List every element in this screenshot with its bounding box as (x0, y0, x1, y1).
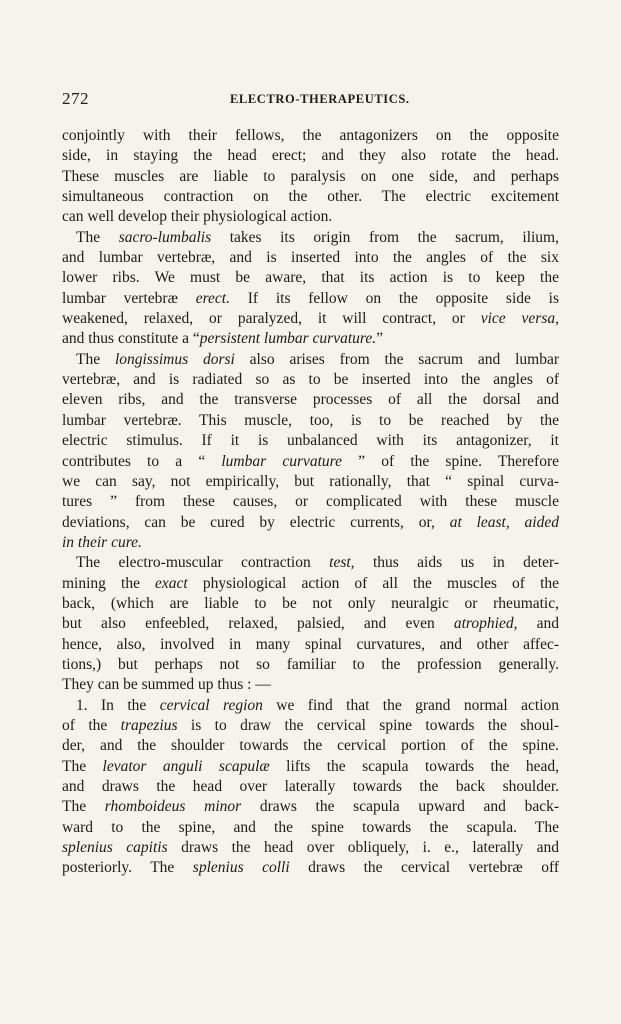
text-run: ” of the spine. Therefore (342, 452, 559, 470)
text-line: eleven ribs, and the transverse processes of all the dorsal and (62, 391, 559, 409)
text-run: ” (376, 330, 384, 348)
text-line (62, 452, 559, 472)
text-line: we can say, not empirically, but rationally, that “ spinal curva- (62, 472, 559, 490)
text-run: but also enfeebled, relaxed, palsied, and even (62, 615, 454, 633)
text-line: These muscles are liable to paralysis on one side, and perhaps (62, 167, 559, 185)
text-run: also arises from the sacrum and lumbar (234, 350, 559, 368)
text-line: and draws the head over laterally towards the back shoulder. (62, 778, 559, 795)
text-run: draws the head over obliquely, i. e., laterally and (167, 839, 559, 857)
body-text (62, 126, 559, 879)
text-run: we find that the grand normal action (262, 696, 559, 714)
text-line (62, 574, 559, 594)
text-line: They can be summed up thus : — (62, 676, 271, 694)
text-line: ward to the spine, and the spine towards the scapula. The (62, 818, 559, 836)
italic-term: at least, aided (449, 513, 559, 531)
text-line: side, in staying the head erect; and they also rotate the head. (62, 147, 559, 165)
text-line (62, 309, 559, 329)
text-run: 1. In the (76, 696, 160, 714)
text-line (62, 533, 559, 553)
text-run: The (62, 757, 103, 775)
italic-term: erect. (195, 289, 230, 307)
text-line (62, 614, 559, 634)
italic-term: atrophied, (453, 615, 518, 633)
italic-term: splenius colli (192, 859, 290, 877)
italic-term: splenius capitis (62, 839, 168, 857)
text-run: draws the scapula upward and back- (241, 798, 559, 816)
text-run: of the (62, 716, 121, 734)
text-run: and thus constitute a “ (62, 330, 200, 348)
text-run: The (62, 798, 105, 816)
text-run: contributes to a “ (62, 452, 222, 470)
text-line (62, 228, 559, 248)
text-run: is to draw the cervical spine towards the shoul- (177, 716, 559, 734)
text-run: thus aids us in deter- (354, 554, 559, 572)
text-run: and (517, 615, 559, 633)
text-line: lower ribs. We must be aware, that its action is to keep the (62, 269, 559, 287)
italic-term: longissimus dorsi (114, 350, 235, 368)
text-line: vertebræ, and is radiated so as to be inserted into the angles of (62, 371, 559, 389)
italic-term: sacro-lumbalis (118, 228, 212, 246)
text-line: conjointly with their fellows, the antagonizers on the opposite (62, 127, 559, 144)
text-line (62, 553, 559, 573)
text-line (62, 858, 559, 878)
text-line: tures ” from these causes, or complicated with these muscle (62, 493, 559, 511)
italic-term: vice versa, (480, 310, 559, 328)
italic-term: trapezius (120, 716, 178, 734)
text-run: mining the (62, 574, 156, 592)
text-line: electric stimulus. If it is unbalanced with its antagonizer, it (62, 432, 559, 450)
italic-term: levator anguli scapulæ (102, 757, 270, 775)
text-run: weakened, relaxed, or paralyzed, it will contract, or (62, 310, 481, 328)
text-run: deviations, can be cured by electric currents, or, (62, 513, 450, 531)
text-line (62, 716, 559, 736)
text-run: The electro-muscular contraction (76, 554, 330, 572)
italic-term: in their cure. (62, 533, 142, 551)
text-line (62, 696, 559, 716)
text-line (62, 757, 559, 777)
italic-term: rhomboideus minor (104, 798, 242, 816)
page-number: 272 (62, 89, 89, 108)
text-run: physiological action of all the muscles of the (187, 574, 559, 592)
text-run: posteriorly. The (62, 859, 193, 877)
text-line (62, 797, 559, 817)
text-line: tions,) but perhaps not so familiar to the profession generally. (62, 655, 559, 673)
text-line: lumbar vertebræ. This muscle, too, is to be reached by the (62, 411, 559, 429)
text-line: can well develop their physiological action. (62, 208, 333, 226)
text-run: lumbar vertebræ (62, 289, 196, 307)
text-run: takes its origin from the sacrum, ilium, (211, 228, 559, 246)
text-run: The (76, 228, 119, 246)
text-run: lifts the scapula towards the head, (269, 757, 559, 775)
text-run: The (76, 350, 115, 368)
text-line: simultaneous contraction on the other. The electric excitement (62, 188, 559, 206)
italic-term: test, (329, 554, 355, 572)
text-line (62, 329, 559, 349)
text-line (62, 289, 559, 309)
text-line: der, and the shoulder towards the cervical portion of the spine. (62, 737, 559, 755)
text-line (62, 350, 559, 370)
text-line (62, 513, 559, 533)
text-line: back, (which are liable to be not only neuralgic or rheumatic, (62, 594, 559, 612)
text-run: draws the cervical vertebræ off (289, 859, 559, 877)
text-line: hence, also, involved in many spinal curvatures, and other affec- (62, 635, 559, 653)
italic-term: persistent lumbar curvature. (199, 330, 377, 348)
italic-term: lumbar curvature (221, 452, 343, 470)
text-line (62, 838, 559, 858)
italic-term: exact (155, 574, 188, 592)
text-line: and lumbar vertebræ, and is inserted into the angles of the six (62, 249, 559, 267)
running-title: ELECTRO-THERAPEUTICS. (230, 92, 410, 106)
text-run: If its fellow on the opposite side is (229, 289, 559, 307)
running-head (62, 89, 562, 109)
italic-term: cervical region (159, 696, 263, 714)
